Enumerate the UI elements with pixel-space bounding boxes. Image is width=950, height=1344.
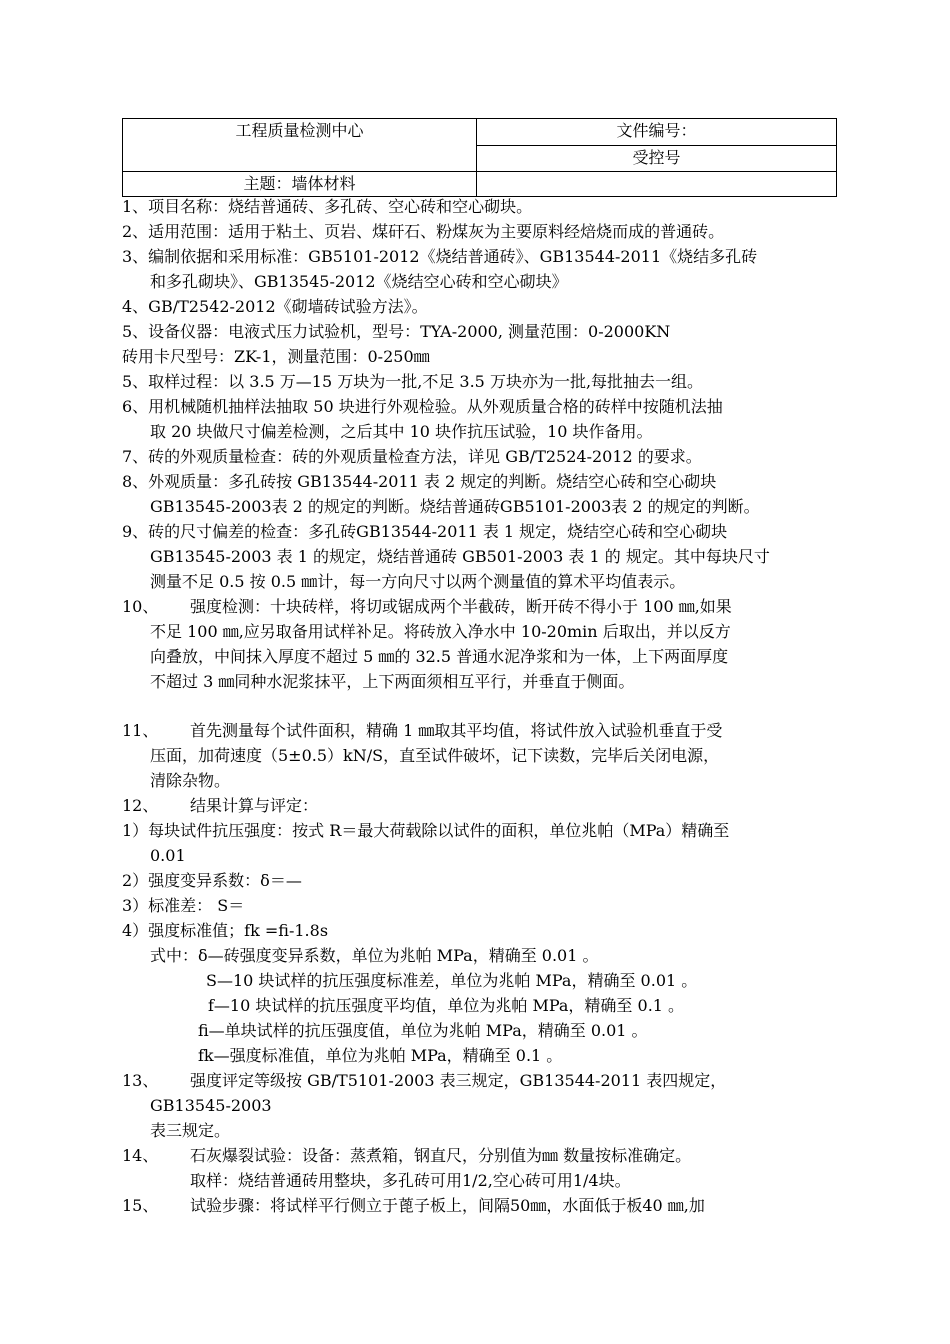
- item-number: 13、: [122, 1071, 159, 1090]
- text-line: 5、取样过程：以 3.5 万—15 万块为一批,不足 3.5 万块亦为一批,每批抽去一组。: [122, 372, 704, 391]
- text-line: 式中：δ—砖强度变异系数，单位为兆帕 MPa，精确至 0.01 。: [150, 946, 599, 965]
- text-line: S—10 块试样的抗压强度标准差，单位为兆帕 MPa，精确至 0.01 。: [206, 971, 698, 990]
- text-line: 强度检测：十块砖样，将切或锯成两个半截砖，断开砖不得小于 100 ㎜,如果: [190, 597, 732, 616]
- text-line: GB13545-2003: [150, 1096, 272, 1115]
- text-line: 1）每块试件抗压强度：按式 R＝最大荷载除以试件的面积，单位兆帕（MPa）精确至: [122, 821, 730, 840]
- text-line: 取 20 块做尺寸偏差检测，之后其中 10 块作抗压试验，10 块作备用。: [150, 422, 653, 441]
- blank-cell: [477, 172, 837, 197]
- item-number: 11、: [122, 721, 159, 740]
- text-line: 试验步骤：将试样平行侧立于蓖子板上，间隔50㎜，水面低于板40 ㎜,加: [190, 1196, 705, 1215]
- text-line: 3、编制依据和采用标准：GB5101-2012《烧结普通砖》、GB13544-2011《烧结多孔砖: [122, 247, 758, 266]
- file-number-cell: 文件编号：: [477, 119, 837, 146]
- item-number: 14、: [122, 1146, 159, 1165]
- text-line: 1、项目名称：烧结普通砖、多孔砖、空心砖和空心砌块。: [122, 197, 533, 216]
- text-line: 6、用机械随机抽样法抽取 50 块进行外观检验。从外观质量合格的砖样中按随机法抽: [122, 397, 723, 416]
- header-table: [122, 118, 837, 197]
- text-line: 表三规定。: [150, 1121, 231, 1140]
- text-line: 不超过 3 ㎜同种水泥浆抹平，上下两面须相互平行，并垂直于侧面。: [150, 672, 635, 691]
- text-line: 2）强度变异系数：δ＝—: [122, 871, 302, 890]
- text-line: 7、砖的外观质量检查：砖的外观质量检查方法，详见 GB/T2524-2012 的要求。: [122, 447, 702, 466]
- item-number: 10、: [122, 597, 159, 616]
- text-line: 向叠放，中间抹入厚度不超过 5 ㎜的 32.5 普通水泥净浆和为一体，上下两面厚度: [150, 647, 729, 666]
- text-line: 结果计算与评定：: [190, 796, 319, 815]
- control-number-cell: 受控号: [477, 145, 837, 172]
- text-line: 取样：烧结普通砖用整块，多孔砖可用1/2,空心砖可用1/4块。: [190, 1171, 631, 1190]
- text-line: 9、砖的尺寸偏差的检查：多孔砖GB13544-2011 表 1 规定，烧结空心砖和空心砌块: [122, 522, 728, 541]
- org-name-cell: 工程质量检测中心: [123, 119, 477, 172]
- text-line: 测量不足 0.5 按 0.5 ㎜计，每一方向尺寸以两个测量值的算术平均值表示。: [150, 572, 686, 591]
- text-line: GB13545-2003表 2 的规定的判断。烧结普通砖GB5101-2003表 2 的规定的判断。: [150, 497, 760, 516]
- text-line: 石灰爆裂试验：设备：蒸煮箱，钢直尺，分别值为㎜ 数量按标准确定。: [190, 1146, 692, 1165]
- text-line: 首先测量每个试件面积，精确 1 ㎜取其平均值，将试件放入试验机垂直于受: [190, 721, 723, 740]
- text-line: fi—单块试样的抗压强度值，单位为兆帕 MPa，精确至 0.01 。: [198, 1021, 648, 1040]
- subject-cell: 主题：墙体材料: [123, 172, 477, 197]
- text-line: GB13545-2003 表 1 的规定，烧结普通砖 GB501-2003 表 1 的 规定。其中每块尺寸: [150, 547, 770, 566]
- item-number: 15、: [122, 1196, 159, 1215]
- text-line: 砖用卡尺型号：ZK-1，测量范围：0-250㎜: [122, 347, 430, 366]
- text-line: 清除杂物。: [150, 771, 231, 790]
- text-line: 2、适用范围：适用于粘土、页岩、煤矸石、粉煤灰为主要原料经焙烧而成的普通砖。: [122, 222, 725, 241]
- item-number: 12、: [122, 796, 159, 815]
- text-line: 强度评定等级按 GB/T5101-2003 表三规定，GB13544-2011 表四规定，: [190, 1071, 727, 1090]
- text-line: 和多孔砌块》、GB13545-2012《烧结空心砖和空心砌块》: [150, 272, 568, 291]
- text-line: fk—强度标准值，单位为兆帕 MPa，精确至 0.1 。: [198, 1046, 563, 1065]
- text-line: 4、GB/T2542-2012《砌墙砖试验方法》。: [122, 297, 428, 316]
- text-line: 不足 100 ㎜,应另取备用试样补足。将砖放入净水中 10-20min 后取出，并以反方: [150, 622, 731, 641]
- text-line: 压面，加荷速度（5±0.5）kN/S，直至试件破坏，记下读数，完毕后关闭电源，: [150, 746, 720, 765]
- text-line: 4）强度标准值；fk =fi-1.8s: [122, 921, 329, 940]
- text-line: 8、外观质量：多孔砖按 GB13544-2011 表 2 规定的判断。烧结空心砖和空心砌块: [122, 472, 717, 491]
- text-line: 3）标准差： S＝: [122, 896, 245, 915]
- text-line: 0.01: [150, 846, 186, 865]
- text-line: f—10 块试样的抗压强度平均值，单位为兆帕 MPa，精确至 0.1 。: [208, 996, 685, 1015]
- text-line: 5、设备仪器：电液式压力试验机，型号：TYA-2000, 测量范围：0-2000KN: [122, 322, 671, 341]
